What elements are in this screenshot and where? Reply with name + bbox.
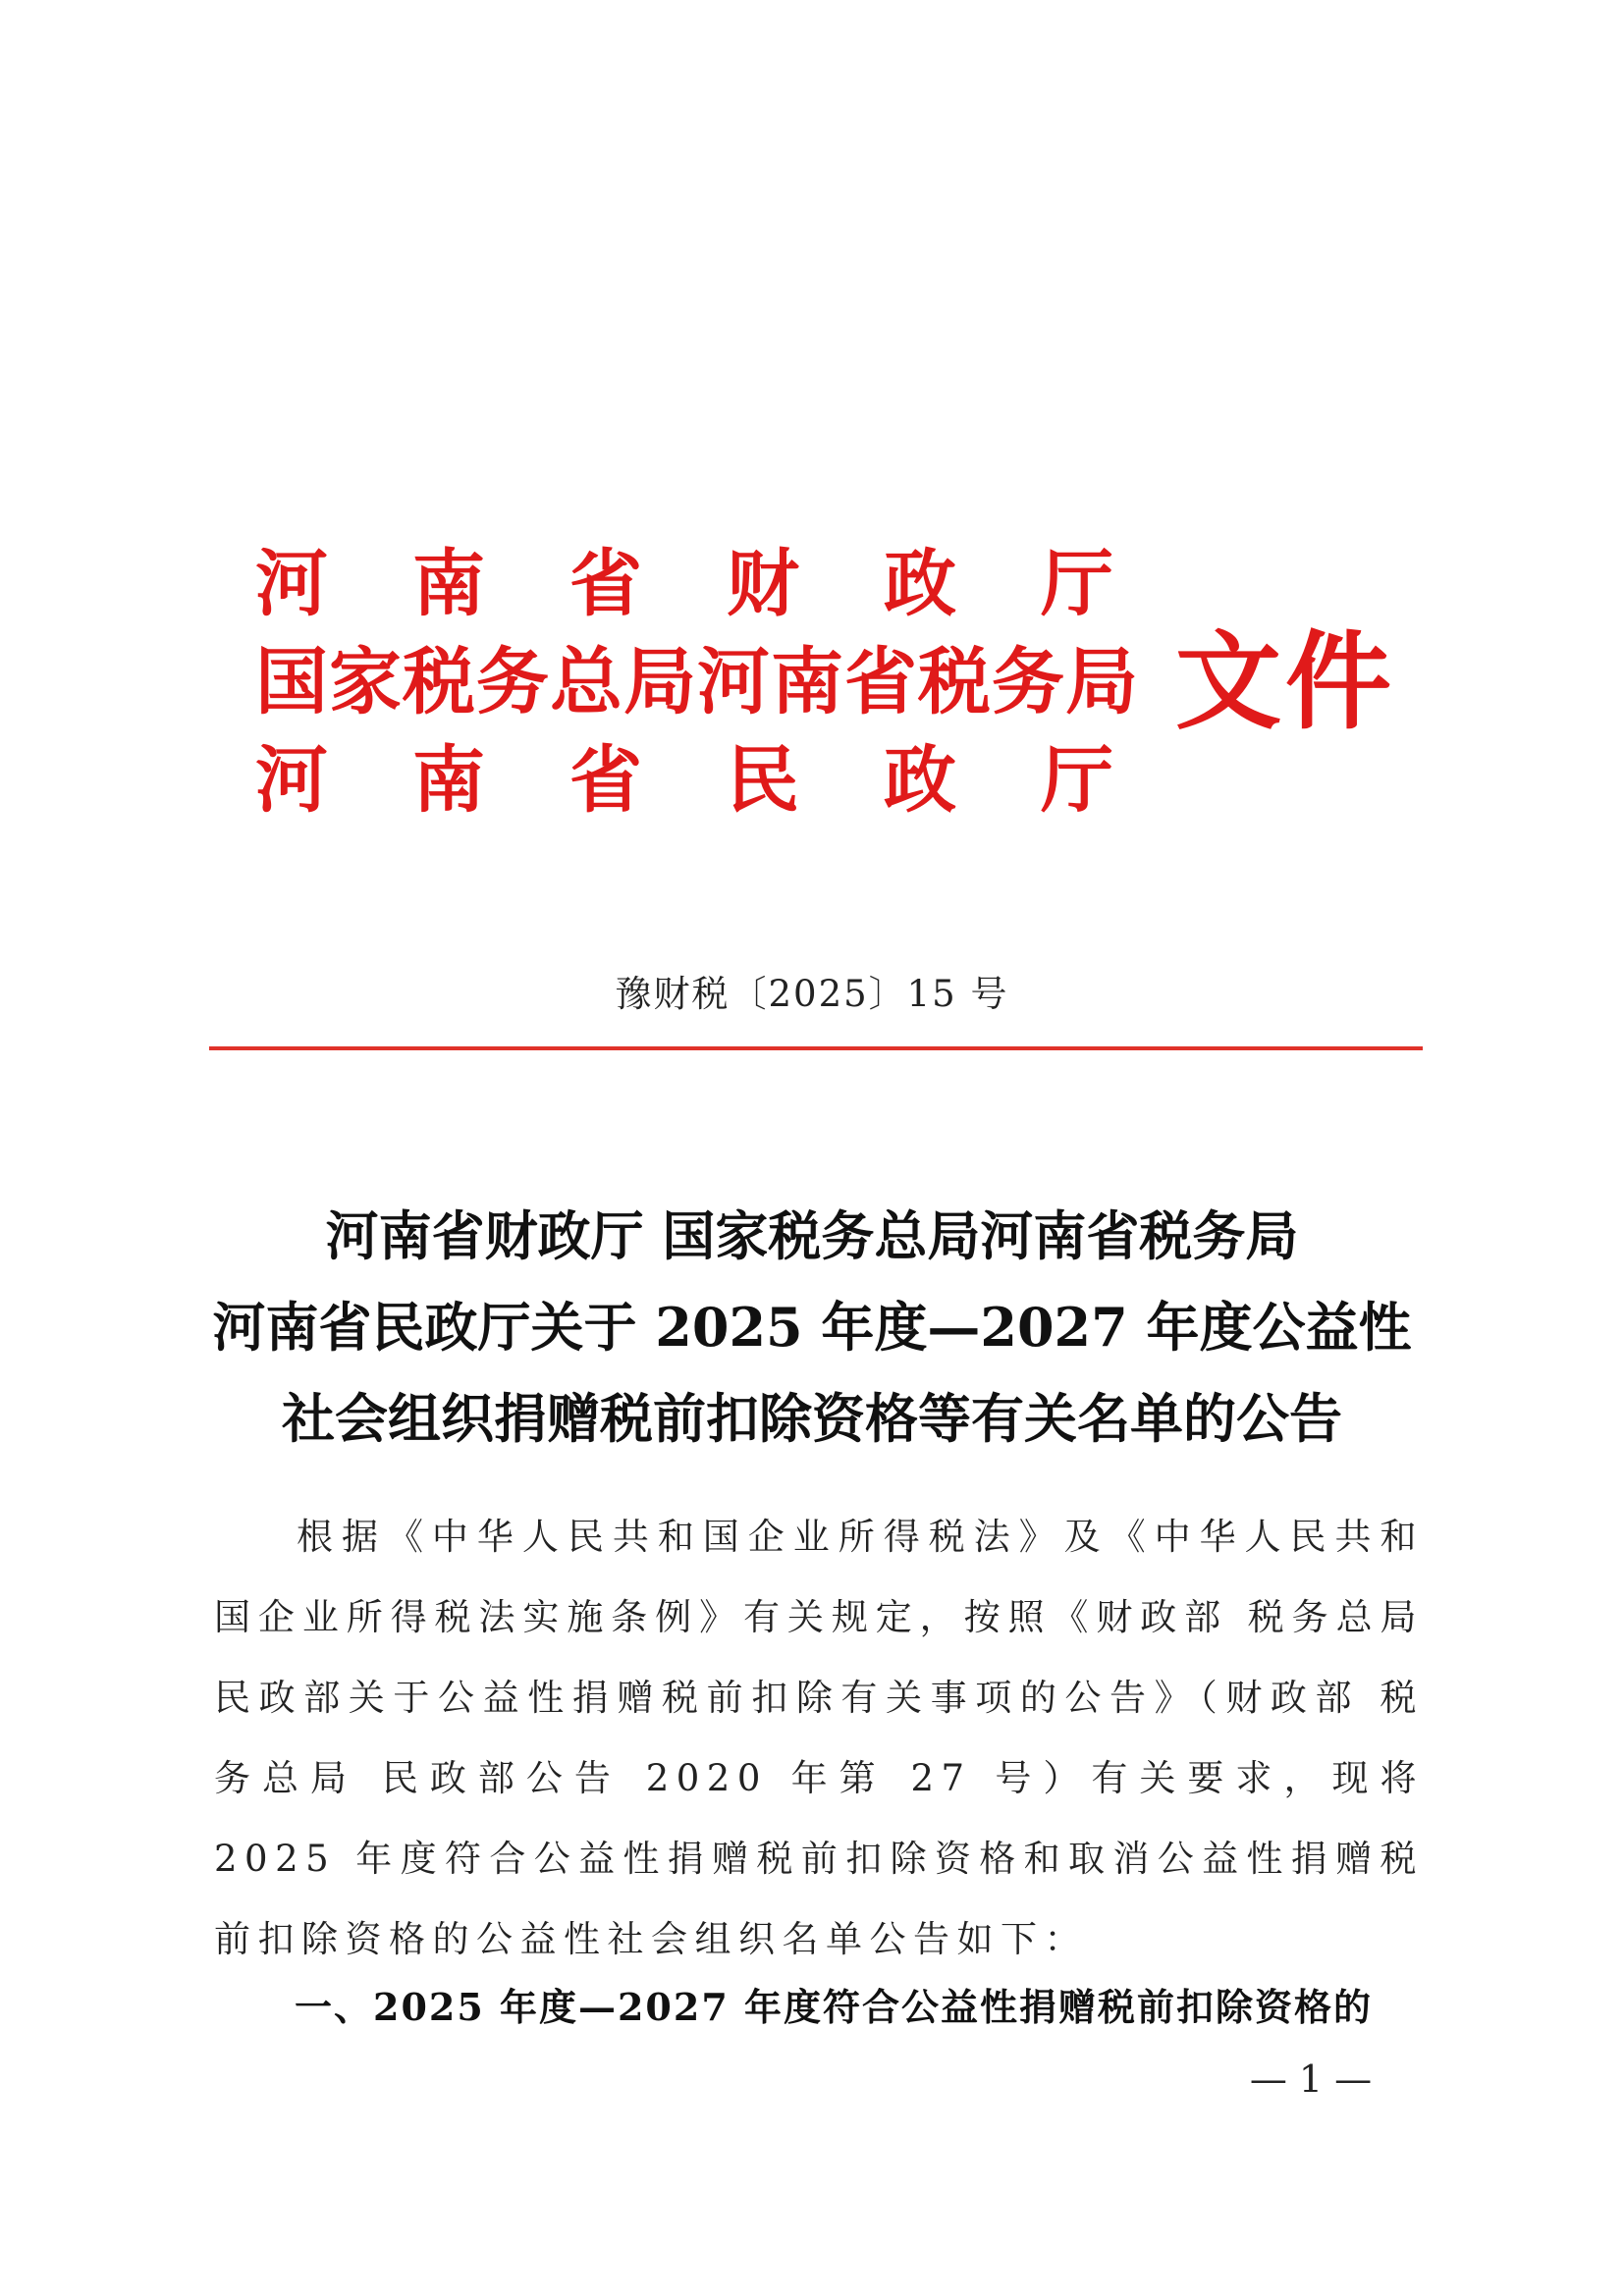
document-number: 豫财税〔2025〕15 号: [615, 973, 1009, 1015]
title-line: 河南省民政厅关于 2025 年度—2027 年度公益性: [212, 1296, 1412, 1359]
document-type-label: 文件: [1175, 620, 1396, 744]
page-number: — 1 —: [1249, 2057, 1373, 2101]
title-line: 社会组织捐赠税前扣除资格等有关名单的公告: [282, 1387, 1342, 1450]
issuer-civil-affairs-department: 河南省民政厅: [255, 738, 1198, 823]
issuer-finance-department: 河南省财政厅: [255, 542, 1198, 626]
document-header: [255, 535, 1394, 829]
document-title: [196, 1191, 1428, 1465]
red-separator-line: [209, 1046, 1423, 1050]
title-line: 河南省财政厅 国家税务总局河南省税务局: [325, 1204, 1299, 1267]
section-heading: 一、2025 年度—2027 年度符合公益性捐赠税前扣除资格的: [295, 1985, 1373, 2029]
body-paragraph: 根据《中华人民共和国企业所得税法》及《中华人民共和国企业所得税法实施条例》有关规定，按照《财政部 税务总局 民政部关于公益性捐赠税前扣除有关事项的公告》（财政部 税务总局 民政部公告 2020 年第 27 号）有关要求，现将 2025 年度符合公益性捐赠税前扣除资格和取消公益性捐赠税前扣除资格的公益性社会组织名单公告如下：: [214, 1516, 1424, 1960]
issuer-list: [255, 535, 1198, 829]
issuer-tax-bureau: 国家税务总局河南省税务局: [255, 640, 1139, 724]
